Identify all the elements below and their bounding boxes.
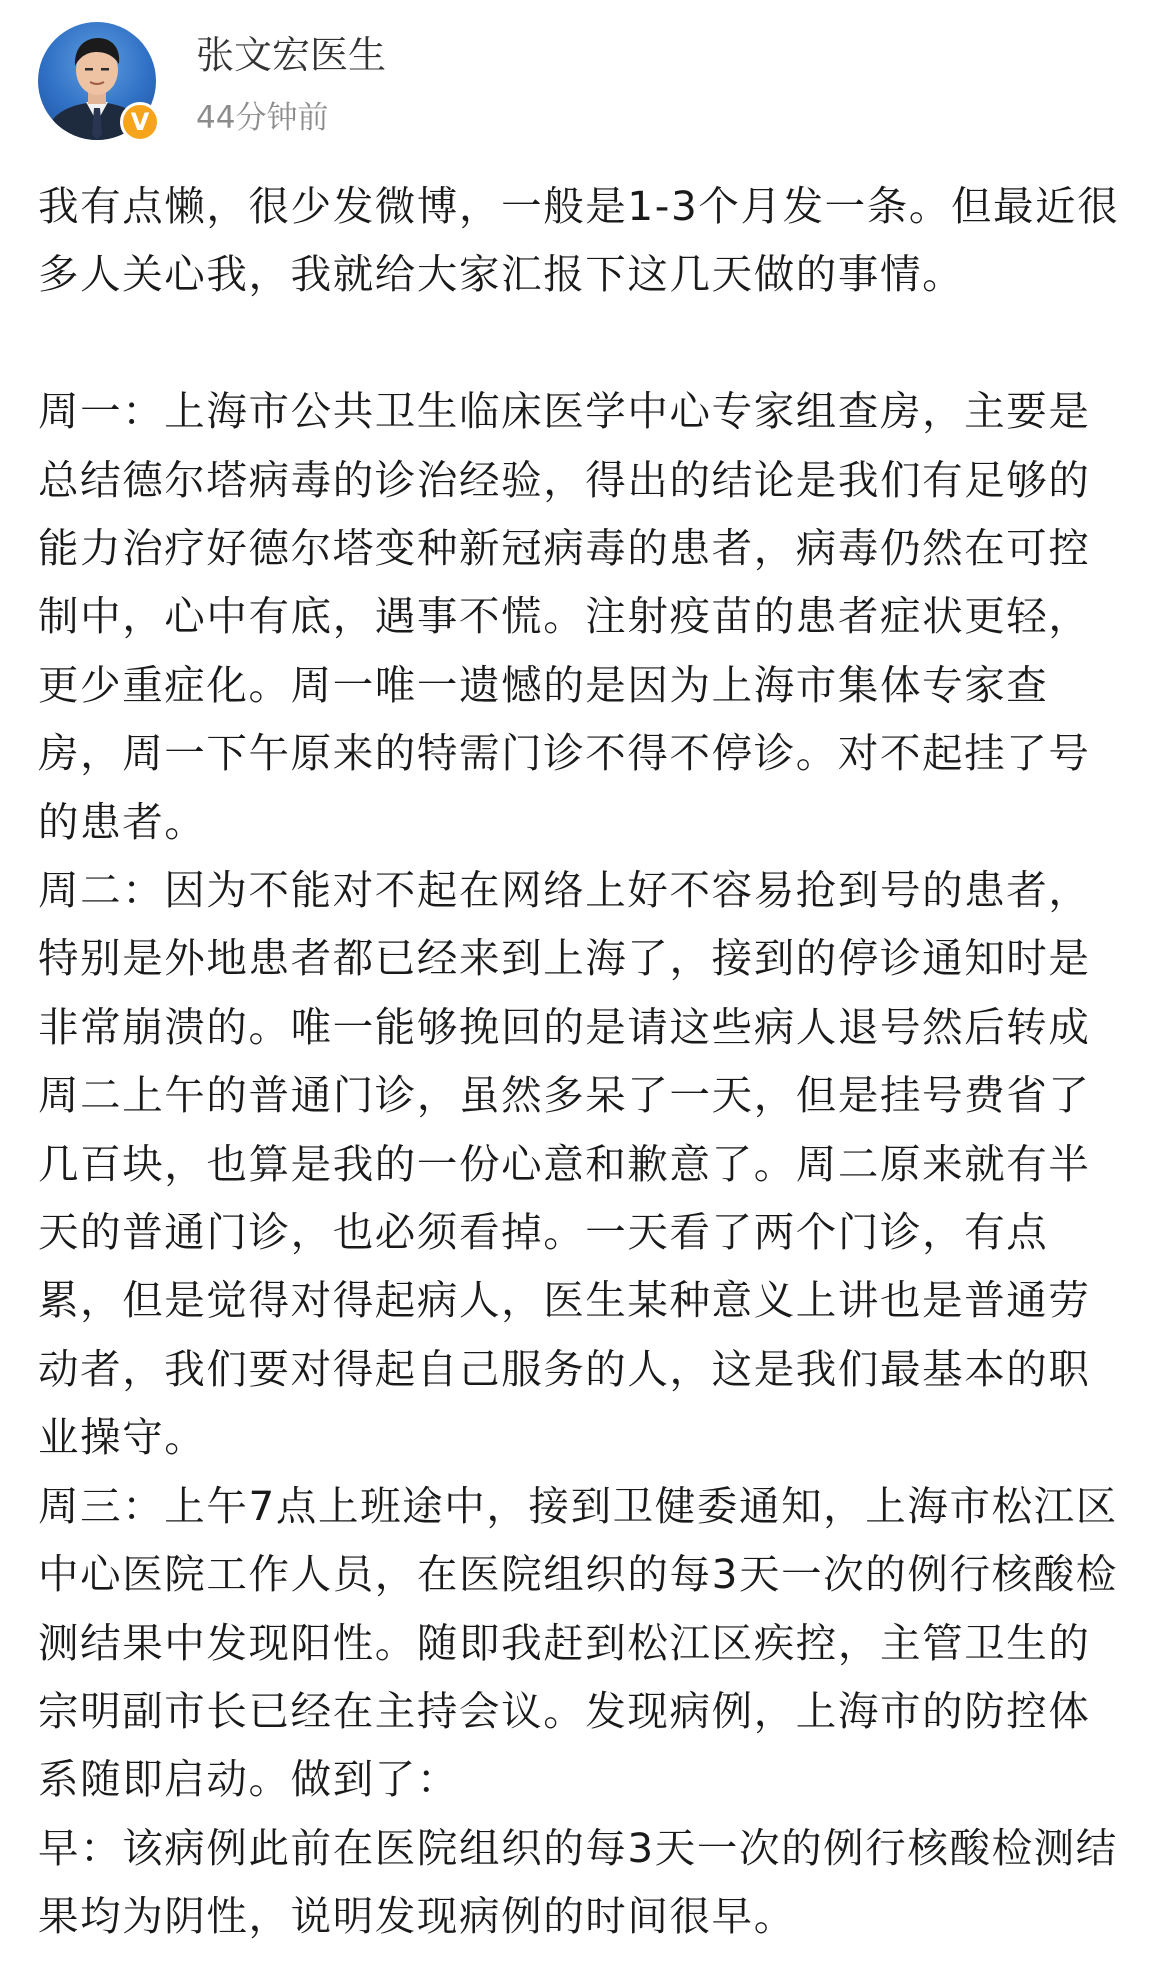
author-name[interactable]: 张文宏医生 <box>196 33 387 77</box>
post-paragraph: 我有点懒，很少发微博，一般是1-3个月发一条。但最近很多人关心我，我就给大家汇报下这几天做的事情。 <box>38 182 1120 299</box>
post-header <box>38 22 1128 142</box>
post-paragraph: 早：该病例此前在医院组织的每3天一次的例行核酸检测结果均为阴性，说明发现病例的时间很早。 <box>38 1823 1118 1941</box>
paragraph-spacer <box>38 309 1128 377</box>
post-paragraph: 周二：因为不能对不起在网络上好不容易抢到号的患者，特别是外地患者都已经来到上海了，接到的停诊通知时是非常崩溃的。唯一能够挽回的是请这些病人退号然后转成周二上午的普通门诊，虽然多呆了一天，但是挂号费省了几百块，也算是我的一份心意和歉意了。周二原来就有半天的普通门诊，也必须看掉。一天看了两个门诊，有点累，但是觉得对得起病人，医生某种意义上讲也是普通劳动者，我们要对得起自己服务的人，这是我们最基本的职业操守。 <box>38 866 1091 1462</box>
post-timestamp: 44分钟前 <box>196 100 329 136</box>
post-paragraph: 周三：上午7点上班途中，接到卫健委通知，上海市松江区中心医院工作人员，在医院组织的每3天一次的例行核酸检测结果中发现阳性。随即我赶到松江区疾控，主管卫生的宗明副市长已经在主持会议。发现病例，上海市的防控体系随即启动。做到了： <box>38 1481 1118 1804</box>
post-content <box>38 172 1128 1951</box>
verified-badge-icon: V <box>120 102 160 142</box>
post-paragraph: 周一：上海市公共卫生临床医学中心专家组查房，主要是总结德尔塔病毒的诊治经验，得出的结论是我们有足够的能力治疗好德尔塔变种新冠病毒的患者，病毒仍然在可控制中，心中有底，遇事不慌。注射疫苗的患者症状更轻，更少重症化。周一唯一遗憾的是因为上海市集体专家查房，周一下午原来的特需门诊不得不停诊。对不起挂了号的患者。 <box>38 387 1091 846</box>
